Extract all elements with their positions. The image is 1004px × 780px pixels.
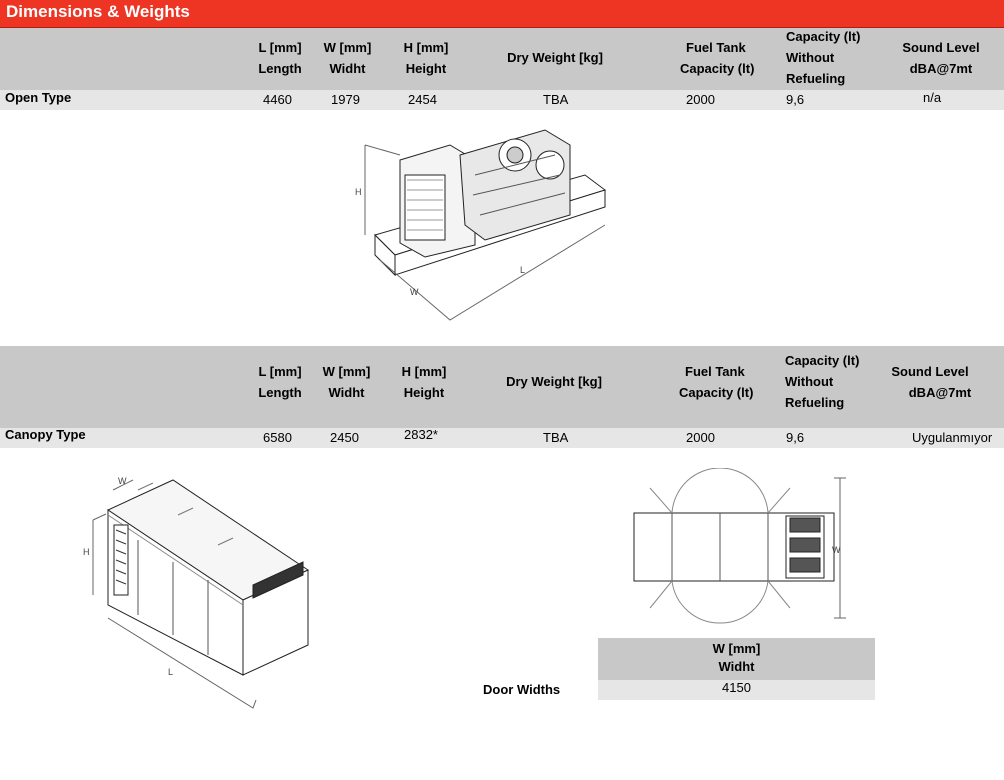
cell-dry-weight: TBA: [543, 92, 569, 107]
col-sound: Sound Level dBA@7mt: [902, 40, 980, 76]
col-height: H [mm] Height: [401, 364, 447, 400]
cell-sound: n/a: [923, 90, 942, 105]
door-width-value: 4150: [598, 680, 875, 700]
cell-height: 2832*: [404, 427, 438, 442]
door-widths-label: Door Widths: [483, 682, 561, 697]
col-capacity: Capacity (lt) Without Refueling: [786, 29, 861, 86]
col-fuel-tank: Fuel Tank Capacity (lt): [680, 40, 755, 76]
dim-h-label: H: [83, 547, 90, 557]
col-capacity: Capacity (lt) Without Refueling: [785, 353, 860, 410]
dim-h-label: H: [355, 187, 362, 197]
col-length: L [mm] Length: [258, 40, 302, 76]
dim-l-label: L: [520, 265, 526, 275]
cell-length: 6580: [263, 430, 292, 445]
row-label: Canopy Type: [5, 427, 86, 442]
cell-dry-weight: TBA: [543, 430, 569, 445]
col-length: L [mm] Length: [258, 364, 302, 400]
door-width-col-unit: W [mm]: [712, 641, 761, 656]
col-width: W [mm] Widht: [322, 364, 371, 400]
dim-w-label: W: [118, 476, 127, 486]
page-title: Dimensions & Weights: [6, 2, 190, 21]
open-type-drawing: [355, 115, 615, 325]
cell-height: 2454: [408, 92, 437, 107]
col-sound: Sound Level dBA@7mt: [891, 364, 972, 400]
canopy-top-view-drawing: [620, 468, 860, 628]
canopy-type-drawing: [78, 470, 318, 715]
col-width: W [mm] Widht: [323, 40, 372, 76]
title-bar: [0, 0, 1004, 28]
dim-l-label: L: [168, 667, 174, 677]
col-dry-weight: Dry Weight [kg]: [507, 50, 603, 65]
open-type-header: [0, 28, 1004, 90]
door-width-header: [598, 638, 875, 680]
col-height: H [mm] Height: [403, 40, 449, 76]
dim-w-label: W: [832, 545, 841, 555]
canopy-type-header: [0, 346, 1004, 428]
cell-sound: Uygulanmıyor: [912, 430, 993, 445]
cell-length: 4460: [263, 92, 292, 107]
door-width-col-label: Widht: [718, 659, 755, 674]
col-dry-weight: Dry Weight [kg]: [506, 374, 602, 389]
cell-fuel-tank: 2000: [686, 92, 715, 107]
cell-width: 2450: [330, 430, 359, 445]
open-type-row: [0, 90, 1004, 110]
cell-fuel-tank: 2000: [686, 430, 715, 445]
row-label: Open Type: [5, 90, 72, 105]
canopy-type-row: [0, 428, 1004, 448]
dim-w-label: W: [410, 287, 419, 297]
cell-capacity: 9,6: [786, 92, 805, 107]
cell-capacity: 9,6: [786, 430, 805, 445]
col-fuel-tank: Fuel Tank Capacity (lt): [679, 364, 754, 400]
cell-width: 1979: [331, 92, 360, 107]
